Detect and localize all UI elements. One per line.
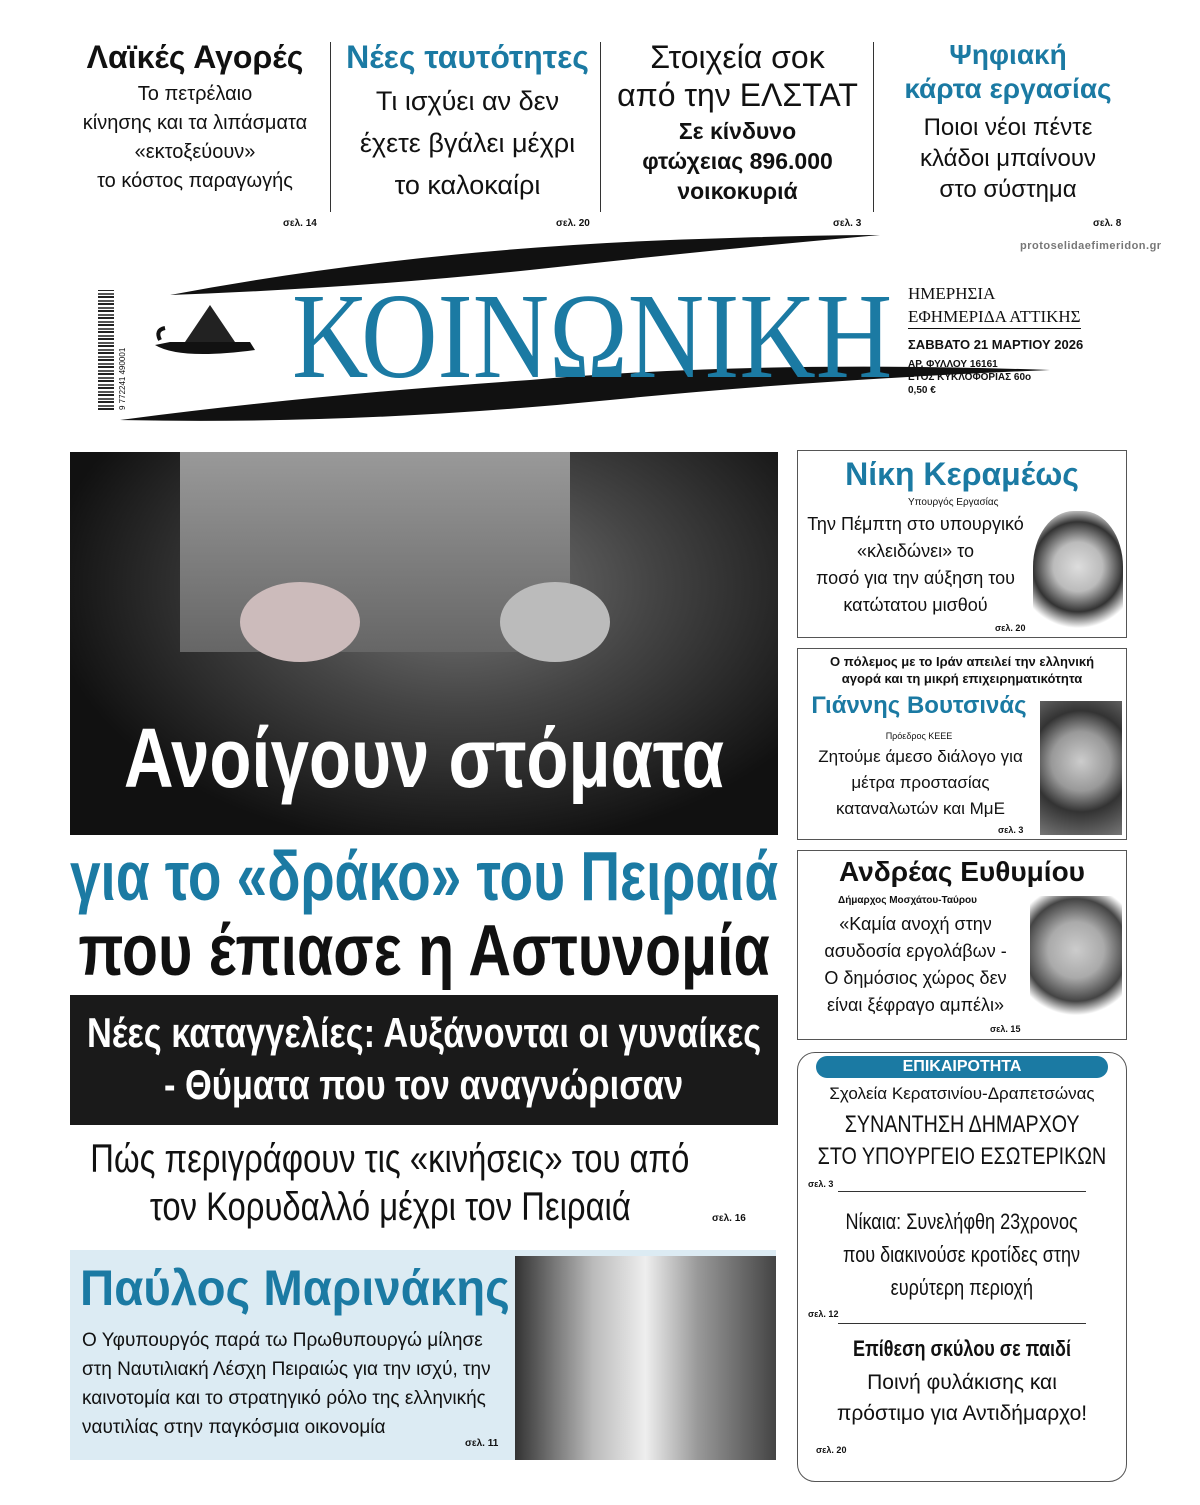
page-ref: σελ. 15 — [990, 1024, 1021, 1034]
story-line: Ο δημόσιος χώρος δεν — [824, 968, 1007, 988]
news-line: Επίθεση σκύλου σε παιδί — [852, 1336, 1072, 1361]
story-line: έχετε βγάλει μέχρι — [359, 128, 576, 158]
photo-headline: Ανοίγουν στόματα — [123, 711, 725, 805]
page-ref: σελ. 3 — [808, 1179, 834, 1189]
issue-info — [908, 358, 1031, 397]
headline-blue: για το «δράκο» του Πειραιά — [70, 837, 779, 915]
story-title: Παύλος Μαρινάκης — [80, 1260, 510, 1316]
story-line: ναυτιλίας στην παγκόσμια οικονομία — [82, 1417, 386, 1438]
story-title: Λαϊκές Αγορές — [86, 39, 304, 75]
story-text — [335, 80, 600, 206]
news-section — [797, 1052, 1127, 1482]
page-ref: σελ. 8 — [1093, 218, 1122, 229]
story-line: φτώχειας 896.000 — [642, 148, 833, 174]
story-text — [605, 116, 870, 206]
top-story-markets[interactable] — [60, 38, 330, 196]
story-text — [82, 1326, 510, 1442]
story-title: Νίκη Κεραμέως — [845, 456, 1079, 492]
story-text — [878, 112, 1138, 205]
top-story-ids[interactable] — [335, 38, 600, 206]
masthead-sub-line: ΕΦΗΜΕΡΙΔΑ ΑΤΤΙΚΗΣ — [908, 305, 1081, 329]
story-text — [803, 911, 1028, 1019]
divider — [330, 42, 331, 212]
divider — [873, 42, 874, 212]
marinakis-story[interactable] — [70, 1250, 776, 1460]
issue-year: ΕΤΟΣ ΚΥΚΛΟΦΟΡΙΑΣ 60ο — [908, 372, 1032, 383]
story-line: Την Πέμπτη στο υπουργικό — [807, 514, 1024, 534]
story-line: Ο Υφυπουργός παρά τω Πρωθυπουργώ μίλησε — [82, 1330, 483, 1351]
story-line: είναι ξέφραγο αμπέλι» — [826, 995, 1005, 1015]
story-line: Το πετρέλαιο — [137, 83, 253, 105]
story-line: νοικοκυριά — [677, 178, 798, 204]
deck-line: τον Κορυδαλλό μέχρι τον Πειραιά — [149, 1185, 631, 1229]
kicker — [803, 653, 1121, 687]
efthymiou-story[interactable] — [797, 850, 1127, 1040]
kerameos-photo — [1033, 511, 1123, 635]
news-line: ΣΥΝΑΝΤΗΣΗ ΔΗΜΑΡΧΟΥ — [844, 1111, 1080, 1138]
headline-black: που έπιασε η Αστυνομία — [78, 911, 770, 991]
page-ref: σελ. 16 — [712, 1213, 746, 1224]
role: Υπουργός Εργασίας — [908, 497, 999, 508]
page-ref: σελ. 11 — [465, 1438, 499, 1449]
subheadline-line: Νέες καταγγελίες: Αυξάνονται οι γυναίκες — [86, 1009, 762, 1056]
efthymiou-photo — [1030, 896, 1122, 1031]
voutsinas-story[interactable] — [797, 648, 1127, 840]
page-ref: σελ. 20 — [816, 1445, 847, 1455]
page-ref: σελ. 20 — [995, 623, 1026, 633]
story-line: ασυδοσία εργολάβων - — [824, 941, 1007, 961]
story-line: Ποιοι νέοι πέντε — [923, 114, 1093, 141]
news-line: ΣΤΟ ΥΠΟΥΡΓΕΙΟ ΕΣΩΤΕΡΙΚΩΝ — [817, 1143, 1107, 1170]
story-line: το καλοκαίρι — [394, 170, 541, 200]
kicker-line: αγορά και τη μικρή επιχειρηματικότητα — [841, 671, 1083, 686]
story-line: κλάδοι μπαίνουν — [920, 145, 1096, 172]
divider — [838, 1191, 1086, 1192]
news-item-meeting[interactable] — [803, 1109, 1121, 1173]
subheadline-box — [70, 995, 778, 1125]
masthead-sub-line: ΗΜΕΡΗΣΙΑ — [908, 284, 996, 303]
news-line: Νίκαια: Συνελήφθη 23χρονος — [845, 1209, 1079, 1234]
story-title-2: από την ΕΛΣΤΑΤ — [617, 77, 858, 113]
section-label — [816, 1056, 1108, 1078]
page-ref: σελ. 3 — [833, 218, 862, 229]
story-line: στο σύστημα — [939, 176, 1077, 203]
story-line: Σε κίνδυνο — [678, 118, 797, 144]
kicker-line: Ο πόλεμος με το Ιράν απειλεί την ελληνική — [829, 654, 1095, 669]
news-item-nikaia[interactable] — [803, 1205, 1121, 1304]
top-story-work-card[interactable] — [878, 38, 1138, 205]
story-line: Ζητούμε άμεσο διάλογο για — [818, 747, 1023, 766]
deck-line: Πώς περιγράφουν τις «κινήσεις» του από — [90, 1137, 690, 1181]
watermark: protoselidaefimeridon.gr — [1020, 240, 1162, 252]
story-line: στη Ναυτιλιακή Λέσχη Πειραιώς για την ισχύ, την — [82, 1359, 491, 1380]
story-text — [803, 511, 1028, 619]
section-label-text: ΕΠΙΚΑΙΡΟΤΗΤΑ — [902, 1058, 1022, 1075]
story-title: Νέες ταυτότητες — [346, 39, 589, 75]
issue-price: 0,50 € — [908, 385, 936, 396]
news-item-dog-title[interactable] — [803, 1335, 1121, 1363]
story-title: Γιάννης Βουτσινάς — [811, 692, 1027, 719]
story-line: κατώτατου μισθού — [843, 595, 988, 615]
page-ref: σελ. 12 — [808, 1309, 839, 1319]
page-ref: σελ. 14 — [283, 218, 317, 229]
main-photo-handcuffs — [70, 452, 778, 835]
news-item-dog-text — [803, 1367, 1121, 1429]
masthead-subtitle — [908, 282, 1081, 329]
divider — [600, 42, 601, 212]
story-title-2: κάρτα εργασίας — [904, 73, 1112, 104]
story-line: «εκτοξεύουν» — [134, 141, 256, 163]
story-title: Ψηφιακή — [949, 39, 1067, 70]
news-line: ευρύτερη περιοχή — [890, 1275, 1034, 1300]
news-kicker: Σχολεία Κερατσινίου-Δραπετσώνας — [829, 1084, 1095, 1103]
story-text — [803, 744, 1038, 822]
story-line: «κλειδώνει» το — [856, 541, 974, 561]
story-line: Τι ισχύει αν δεν — [375, 86, 560, 116]
story-line: κίνησης και τα λιπάσματα — [82, 112, 308, 134]
divider — [838, 1323, 1086, 1324]
newspaper-name: ΚΟΙΝΩΝΙΚΗ — [292, 269, 893, 404]
barcode — [98, 290, 114, 410]
story-line: καταναλωτών και ΜμΕ — [836, 799, 1005, 818]
news-line: πρόστιμο για Αντιδήμαρχο! — [836, 1402, 1088, 1425]
top-story-elstat[interactable] — [605, 38, 870, 206]
news-line: που διακινούσε κροτίδες στην — [843, 1242, 1081, 1267]
role: Δήμαρχος Μοσχάτου-Ταύρου — [838, 895, 977, 906]
ship-logo-icon — [150, 300, 260, 370]
story-line: μέτρα προστασίας — [851, 773, 990, 792]
issue-number: ΑΡ. ΦΥΛΛΟΥ 16161 — [908, 359, 998, 370]
issue-date: ΣΑΒΒΑΤΟ 21 ΜΑΡΤΙΟΥ 2026 — [908, 337, 1084, 352]
role: Πρόεδρος ΚΕΕΕ — [885, 731, 953, 741]
page-ref: σελ. 3 — [998, 825, 1024, 835]
news-line: Ποινή φυλάκισης και — [867, 1371, 1057, 1394]
story-title: Στοιχεία σοκ — [650, 39, 825, 75]
story-text — [60, 80, 330, 196]
story-line: «Καμία ανοχή στην — [839, 914, 992, 934]
story-title: Ανδρέας Ευθυμίου — [839, 856, 1085, 887]
kerameos-story[interactable] — [797, 450, 1127, 638]
story-line: καινοτομία και το στρατηγικό ρόλο της ελληνικής — [82, 1388, 486, 1409]
barcode-number: 9 772241 490001 — [118, 347, 127, 410]
story-line: το κόστος παραγωγής — [97, 170, 293, 192]
page-ref: σελ. 20 — [556, 218, 590, 229]
story-line: ποσό για την αύξηση του — [816, 568, 1015, 588]
voutsinas-photo — [1040, 701, 1122, 835]
marinakis-photo — [515, 1256, 776, 1460]
subheadline-line: - Θύματα που τον αναγνώρισαν — [164, 1061, 684, 1108]
deck — [80, 1135, 700, 1231]
